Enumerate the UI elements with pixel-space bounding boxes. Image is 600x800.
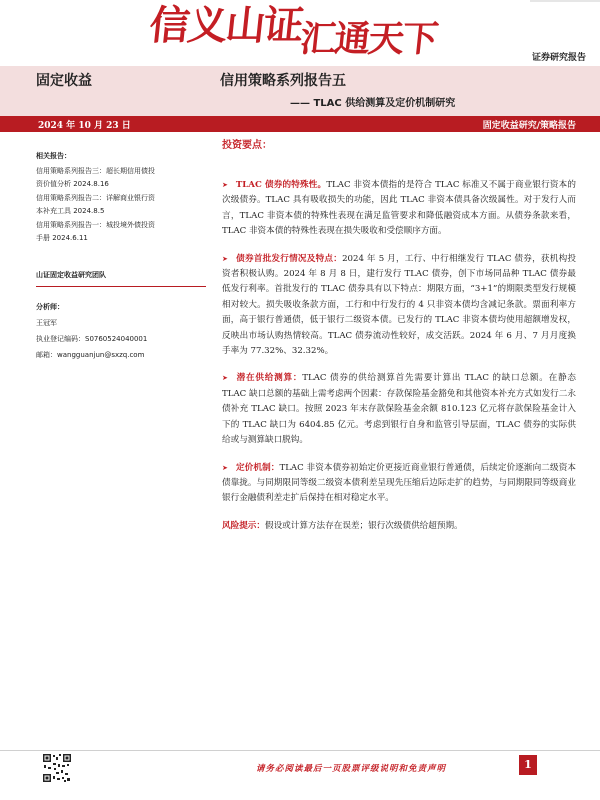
research-team: 山证固定收益研究团队 (36, 271, 106, 279)
keypoint-paragraph (222, 461, 576, 507)
related-report-link[interactable] (36, 219, 206, 245)
keypoint-paragraph (222, 178, 576, 240)
keypoint-lead: 债券首批发行情况及特点： (235, 253, 343, 264)
top-divider (530, 0, 600, 2)
analyst-license: 执业登记编码：S0760524040001 (36, 335, 148, 343)
report-subtitle: —— TLAC 供给测算及定价机制研究 (290, 98, 456, 109)
keypoint-lead: 潜在供给测算： (235, 373, 303, 384)
disclaimer-notice: 请务必阅读最后一页股票评级说明和免责声明 (256, 764, 447, 774)
arrow-bullet-icon: ➤ (222, 463, 228, 472)
keypoint-paragraph (222, 371, 576, 448)
risk-lead: 风险提示： (222, 520, 265, 531)
arrow-bullet-icon: ➤ (222, 181, 228, 189)
related-reports-heading: 相关报告： (36, 152, 71, 160)
related-report-line: 信用策略系列报告一：城投境外债投资 (36, 221, 155, 229)
report-field: 固定收益研究/策略报告 (482, 121, 576, 131)
related-report-line: 信用策略系列报告三：超长期信用债投 (36, 167, 155, 175)
sidebar-divider (36, 286, 206, 287)
risk-warning (222, 519, 576, 534)
analyst-heading: 分析师： (36, 303, 64, 311)
risk-text: 假设或计算方法存在误差；银行次级债供给超预期。 (264, 520, 463, 531)
date-bar (0, 116, 600, 132)
related-report-link[interactable] (36, 192, 206, 218)
related-report-line: 资价值分析 2024.8.16 (36, 180, 109, 188)
keypoints-heading: 投资要点： (222, 140, 272, 151)
keypoint-text: TLAC 非资本债券初始定价更接近商业银行普通债，后续定价逐渐向二级资本债靠拢。与同期限同等级二级资本债利差呈现先压缩后边际走扩的趋势，与同期限同等级商业银行金融债利差走扩后保持在相对稳定水平。 (222, 462, 576, 504)
slogan-part2: 汇通天下 (298, 18, 439, 60)
report-type: 证券研究报告 (531, 53, 586, 63)
related-report-line: 手册 2024.6.11 (36, 234, 88, 242)
report-date: 2024 年 10 月 23 日 (38, 121, 131, 131)
arrow-bullet-icon: ➤ (222, 374, 228, 383)
header-banner (0, 0, 600, 66)
keypoint-lead: 定价机制： (235, 462, 280, 473)
slogan-part1: 信义山证 (147, 2, 305, 49)
related-report-line: 本补充工具 2024.8.5 (36, 207, 105, 215)
qr-code-icon (42, 753, 72, 783)
report-title: 信用策略系列报告五 (220, 73, 346, 89)
keypoint-lead: TLAC 债券的特殊性。 (235, 180, 327, 190)
analyst-email[interactable]: 邮箱：wangguanjun@sxzq.com (36, 351, 145, 359)
brand-slogan (147, 0, 441, 60)
analyst-name: 王冠军 (36, 319, 57, 327)
keypoint-text: 2024 年 5 月，工行、中行相继发行 TLAC 债券，获机构投资者积极认购。2024 年 8 月 8 日，建行发行 TLAC 债券，创下市场同品种 TLAC 债券最低发行利率。首批发行的 TLAC 债券具有以下特点：期限方面，“3+1”的期限类型发行规模相对较大。损失吸收条款方面，工行和中行发行的 4 只非资本债均含减记条款。票面利率方面，高于银行普通债，低于银行二级资本债。已发行的 TLAC 非资本债均使用超额增发权，反映出市场认购热情较高。TLAC 债券流动性较好，成交活跃。2024 年 6 月、7 月月度换手率为 77.32%、32.32%。 (222, 253, 576, 357)
sidebar (36, 150, 206, 362)
arrow-bullet-icon: ➤ (222, 254, 228, 263)
keypoint-text: TLAC 非资本债指的是符合 TLAC 标准又不属于商业银行资本的次级债券。TLAC 具有吸收损失的功能，因此 TLAC 非资本债具备次级属性。对于发行人而言，TLAC 非资本债的特殊性表现在满足监管要求和降低融资成本方面。从债券条款来看，TLAC 非资本债的特殊性表现在损失吸收和受偿顺序方面。 (222, 180, 577, 237)
footer-divider (0, 750, 600, 751)
page-number: 1 (519, 755, 537, 775)
related-report-line: 信用策略系列报告二：详解商业银行资 (36, 194, 155, 202)
keypoints-body (222, 178, 576, 534)
keypoint-text: TLAC 债券的供给测算首先需要计算出 TLAC 的缺口总额。在静态 TLAC 缺口总额的基础上需考虑两个因素：存款保险基金豁免和其他资本补充方式如发行二永债补充 TLAC 缺口。按照 2023 年末存款保险基金余额 810.123 亿元将存款保险基金计入下的 TLAC 缺口为 6404.85 亿元。考虑到银行自身和监管引导层面，TLAC 债券的实际供给或与测算缺口脱钩。 (222, 373, 576, 446)
report-category: 固定收益 (36, 73, 92, 89)
keypoint-paragraph (222, 252, 576, 360)
related-report-link[interactable] (36, 165, 206, 191)
